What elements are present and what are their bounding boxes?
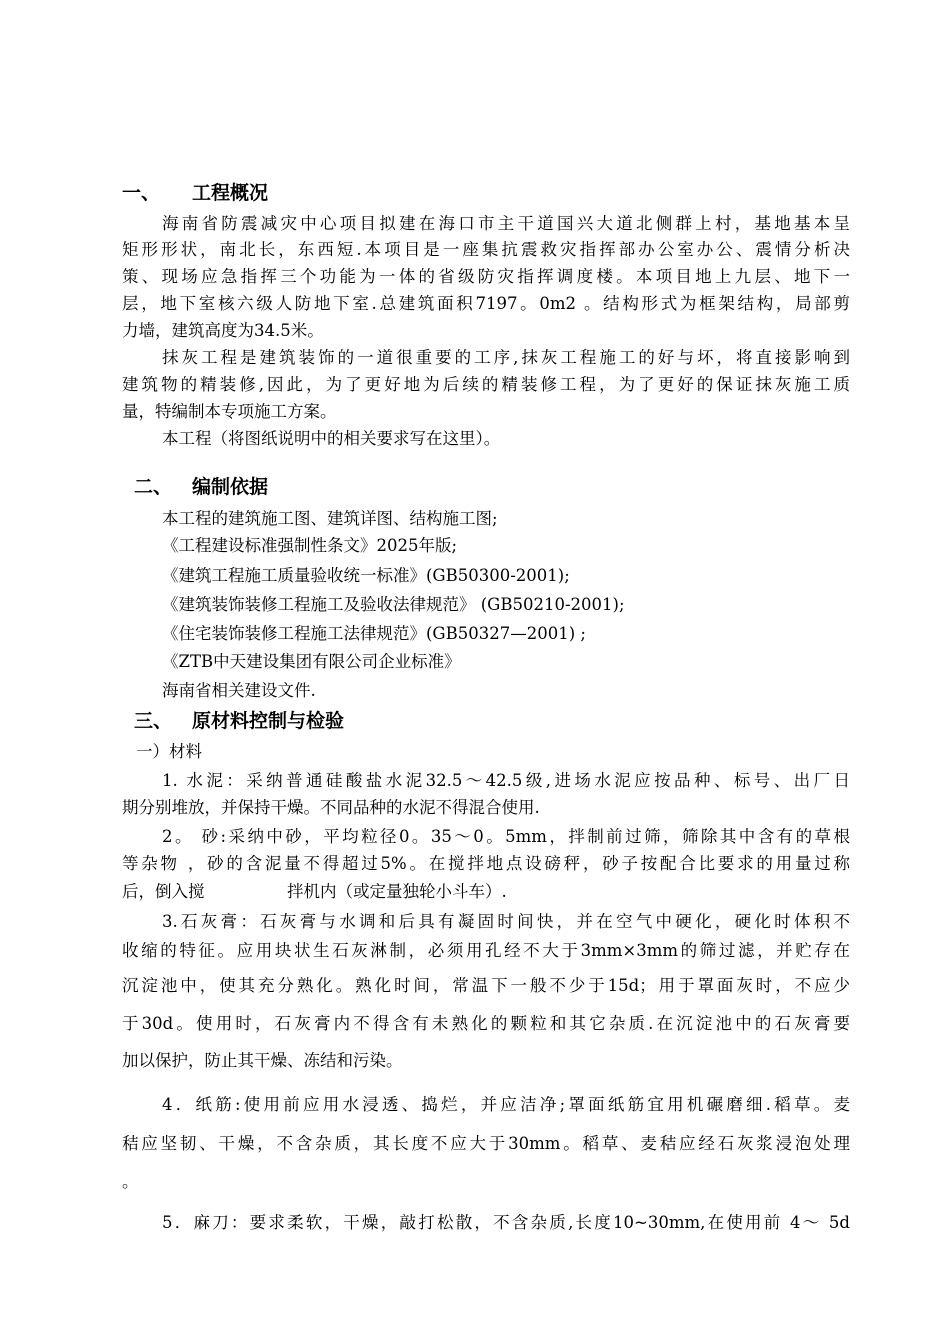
overview-paragraph-line: 海南省防震减灾中心项目拟建在海口市主干道国兴大道北侧群上村，基地基本呈 (162, 214, 850, 233)
materials-sand-line: 拌机内（或定量独轮小斗车）. (287, 882, 507, 901)
materials-cement-line: 期分别堆放，并保持干燥。不同品种的水泥不得混合使用. (122, 798, 540, 817)
section-number: 二、 (134, 476, 173, 498)
overview-paragraph-line: 矩形形状，南北长，东西短.本项目是一座集抗震救灾指挥部办公室办公、震情分析决 (122, 240, 850, 259)
materials-paper-line: 。 (122, 1172, 139, 1191)
basis-list-item: 《工程建设标准强制性条文》2025年版; (162, 536, 458, 555)
overview-paragraph-line: 策、现场应急指挥三个功能为一体的省级防灾指挥调度楼。本项目地上九层、地下一 (122, 267, 850, 286)
section-title: 编制依据 (192, 476, 269, 498)
materials-subheading: 一）材料 (136, 742, 202, 761)
section-heading-overview (122, 184, 268, 203)
section-heading-materials (134, 712, 344, 731)
materials-lime-line: 于30d。使用时，石灰膏内不得含有未熟化的颗粒和其它杂质.在沉淀池中的石灰膏要 (122, 1014, 850, 1033)
section-heading-basis (134, 478, 268, 497)
materials-lime-line: 3.石灰膏：石灰膏与水调和后具有凝固时间快，并在空气中硬化，硬化时体积不 (162, 912, 850, 931)
overview-paragraph-line: 建筑物的精装修,因此，为了更好地为后续的精装修工程，为了更好的保证抹灰施工质 (122, 375, 850, 394)
materials-paper-line: 秸应坚韧、干燥，不含杂质，其长度不应大于30mm。稻草、麦秸应经石灰浆浸泡处理 (122, 1134, 850, 1153)
materials-paper-line: 4．纸筋:使用前应用水浸透、捣烂，并应洁净;罩面纸筋宜用机碾磨细.稻草。麦 (162, 1095, 850, 1114)
materials-sand-line: 等杂物 ，砂的含泥量不得超过5%。在搅拌地点设磅秤，砂子按配合比要求的用量过称 (122, 854, 850, 873)
materials-lime-line: 收缩的特征。应用块状生石灰淋制，必须用孔经不大于3mm×3mm的筛过滤，并贮存在 (122, 941, 850, 960)
materials-lime-line: 沉淀池中，使其充分熟化。熟化时间，常温下一般不少于15d；用于罩面灰时，不应少 (122, 976, 850, 995)
section-number: 三、 (134, 710, 173, 732)
overview-paragraph-line: 力墙，建筑高度为34.5米。 (122, 321, 324, 340)
materials-hemp-line: 5．麻刀：要求柔软，干燥，敲打松散，不含杂质,长度10~30mm,在使用前 4～ 5d (162, 1213, 850, 1232)
materials-sand-line: 后，倒入搅 (122, 882, 205, 901)
basis-list-item: 《建筑工程施工质量验收统一标准》(GB50300-2001); (162, 566, 570, 585)
overview-paragraph-line: 抹灰工程是建筑装饰的一道很重要的工序,抹灰工程施工的好与坏，将直接影响到 (162, 348, 850, 367)
basis-list-item: 《住宅装饰装修工程施工法律规范》(GB50327—2001) ; (162, 624, 586, 643)
overview-paragraph-line: 层，地下室核六级人防地下室.总建筑面积7197。0m2 。结构形式为框架结构，局部剪 (122, 294, 850, 313)
section-title: 工程概况 (192, 182, 269, 204)
basis-list-item: 《ZTB中天建设集团有限公司企业标准》 (162, 652, 461, 671)
basis-list-item: 本工程的建筑施工图、建筑详图、结构施工图; (162, 509, 498, 528)
materials-lime-line: 加以保护，防止其干燥、冻结和污染。 (122, 1051, 403, 1070)
overview-paragraph-line: 量，特编制本专项施工方案。 (122, 402, 337, 421)
basis-list-item: 《建筑装饰装修工程施工及验收法律规范》 (GB50210-2001); (162, 595, 625, 614)
basis-list-item: 海南省相关建设文件. (162, 681, 316, 700)
materials-cement-line: 1. 水泥：采纳普通硅酸盐水泥32.5～42.5级,进场水泥应按品种、标号、出厂日 (162, 771, 850, 790)
section-title: 原材料控制与检验 (192, 710, 345, 732)
section-number: 一、 (122, 182, 161, 204)
materials-sand-line: 2。 砂:采纳中砂，平均粒径0。35～0。5mm，拌制前过筛，筛除其中含有的草根 (162, 827, 850, 846)
overview-paragraph-line: 本工程（将图纸说明中的相关要求写在这里）。 (162, 429, 501, 448)
